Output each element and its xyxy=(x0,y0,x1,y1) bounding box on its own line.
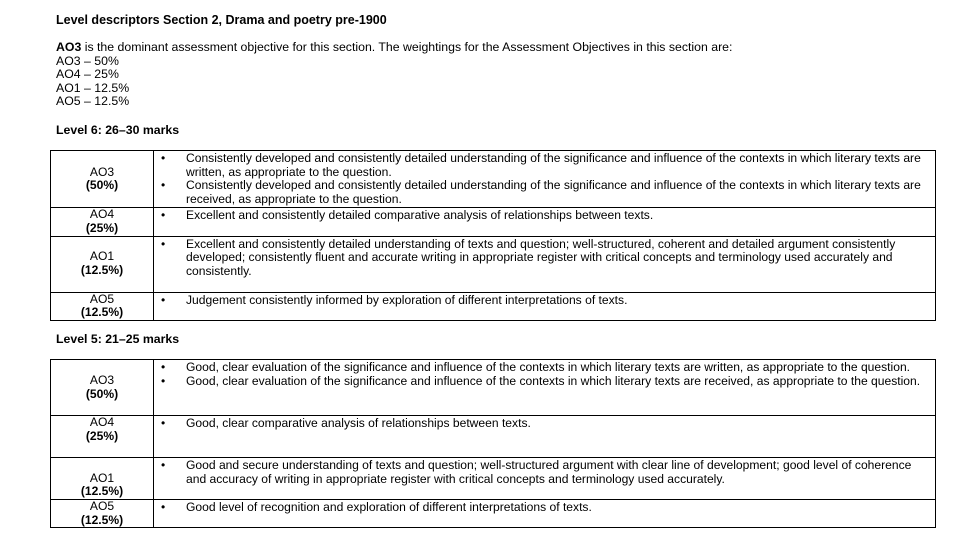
descriptor-bullet: • Good, clear comparative analysis of relationships between texts. xyxy=(154,417,931,431)
dominant-objective-statement xyxy=(56,41,732,55)
objective-code: AO5 xyxy=(89,291,115,306)
descriptor-bullet: • Good and secure understanding of texts and question; well-structured argument with clear line of development; good level of coherence and accuracy of writing in appropriate register with critical concepts and terminology used accurately. xyxy=(154,459,931,486)
descriptor-bullet: • Excellent and consistently detailed understanding of texts and question; well-structured, coherent and detailed argument consistently developed; consistently fluent and accurate writing in appropriate register with critical concepts and terminology used accurately and consistently. xyxy=(154,238,931,279)
objective-weight: (12.5%) xyxy=(80,484,124,499)
table-row xyxy=(51,360,936,416)
dominant-objective-code: AO3 xyxy=(56,40,82,54)
objective-cell xyxy=(51,151,154,208)
descriptor-bullet: • Consistently developed and consistently detailed understanding of the significance and influence of the contexts in which literary texts are received, as appropriate to the question. xyxy=(154,179,931,206)
objective-cell xyxy=(51,292,154,320)
descriptor-cell xyxy=(154,208,936,236)
objective-weight: (12.5%) xyxy=(80,305,124,320)
page-title: Level descriptors Section 2, Drama and poetry pre-1900 xyxy=(56,13,387,27)
table-row xyxy=(51,500,936,528)
objective-cell xyxy=(51,458,154,500)
objective-weight: (50%) xyxy=(85,178,119,193)
table-row xyxy=(51,458,936,500)
objective-weight: (50%) xyxy=(85,386,119,401)
descriptor-bullet: • Good, clear evaluation of the significance and influence of the contexts in which literary texts are written, as appropriate to the question. xyxy=(154,361,931,375)
descriptor-bullet: • Excellent and consistently detailed comparative analysis of relationships between texts. xyxy=(154,209,931,223)
level-5-table xyxy=(50,359,936,528)
objective-weight: (12.5%) xyxy=(80,263,124,278)
objective-code: AO3 xyxy=(89,372,115,387)
level-6-table xyxy=(50,150,936,321)
descriptor-cell xyxy=(154,151,936,208)
weighting-line: AO5 – 12.5% xyxy=(56,94,130,109)
descriptor-cell xyxy=(154,292,936,320)
table-row xyxy=(51,208,936,236)
weighting-line: AO1 – 12.5% xyxy=(56,80,130,95)
level-6-heading: Level 6: 26–30 marks xyxy=(56,123,180,137)
objective-code: AO3 xyxy=(89,164,115,179)
objective-code: AO1 xyxy=(89,249,115,264)
table-row xyxy=(51,416,936,458)
descriptor-bullet: • Good level of recognition and exploration of different interpretations of texts. xyxy=(154,501,931,515)
descriptor-bullet: • Consistently developed and consistently detailed understanding of the significance and influence of the contexts in which literary texts are written, as appropriate to the question. xyxy=(154,152,931,179)
objective-cell xyxy=(51,500,154,528)
objective-weight: (25%) xyxy=(85,428,119,443)
descriptor-cell xyxy=(154,458,936,500)
level-5-heading: Level 5: 21–25 marks xyxy=(56,332,180,346)
descriptor-bullet: • Judgement consistently informed by exploration of different interpretations of texts. xyxy=(154,294,931,308)
descriptor-bullet: • Good, clear evaluation of the significance and influence of the contexts in which literary texts are received, as appropriate to the question. xyxy=(154,375,931,389)
descriptor-cell xyxy=(154,500,936,528)
dominant-objective-text: is the dominant assessment objective for this section. The weightings for the Assessment Objectives in this section are: xyxy=(81,40,733,54)
objective-code: AO1 xyxy=(89,470,115,485)
objective-code: AO4 xyxy=(89,415,115,429)
descriptor-cell xyxy=(154,236,936,292)
weighting-line: AO3 – 50% xyxy=(56,53,119,68)
descriptor-cell xyxy=(154,416,936,458)
descriptor-cell xyxy=(154,360,936,416)
objective-cell xyxy=(51,416,154,458)
objective-cell xyxy=(51,208,154,236)
objective-cell xyxy=(51,360,154,416)
objective-weight: (12.5%) xyxy=(80,512,124,527)
table-row xyxy=(51,236,936,292)
objective-code: AO5 xyxy=(89,499,115,513)
table-row xyxy=(51,151,936,208)
weighting-line: AO4 – 25% xyxy=(56,67,119,82)
objective-code: AO4 xyxy=(89,207,115,222)
table-row xyxy=(51,292,936,320)
objective-weight: (25%) xyxy=(85,220,119,235)
intro-block xyxy=(56,41,732,109)
objective-cell xyxy=(51,236,154,292)
